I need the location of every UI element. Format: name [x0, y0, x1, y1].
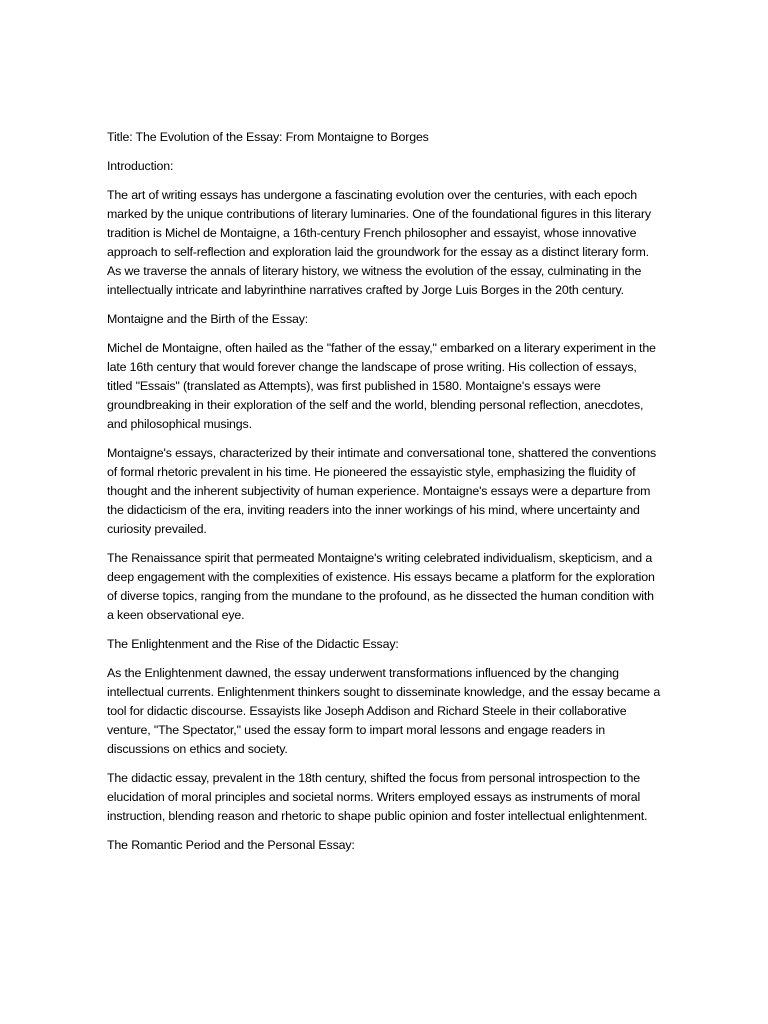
paragraph-montaigne-3: The Renaissance spirit that permeated Montaigne's writing celebrated individualism, skepticism, and a deep engagement with the complexities of existence. His essays became a platform for the exploration of diverse topics, ranging from the mundane to the profound, as he dissected the human condition with a keen observational eye.	[107, 551, 655, 622]
section-heading-montaigne: Montaigne and the Birth of the Essay:	[107, 312, 309, 326]
intro-paragraph: The art of writing essays has undergone a fascinating evolution over the centuries, with each epoch marked by the unique contributions of literary luminaries. One of the foundational figures in this literary tradition is Michel de Montaigne, a 16th-century French philosopher and essayist, whose innovative approach to self-reflection and exploration laid the groundwork for the essay as a distinct literary form. As we traverse the annals of literary history, we witness the evolution of the essay, culminating in the intellectually intricate and labyrinthine narratives crafted by Jorge Luis Borges in the 20th century.	[107, 188, 651, 297]
section-heading-enlightenment: The Enlightenment and the Rise of the Didactic Essay:	[107, 637, 399, 651]
document-body	[107, 128, 662, 865]
section-heading-romantic: The Romantic Period and the Personal Essay:	[107, 838, 355, 852]
paragraph-enlightenment-1: As the Enlightenment dawned, the essay underwent transformations influenced by the changing intellectual currents. Enlightenment thinkers sought to disseminate knowledge, and the essay became a tool for didactic discourse. Essayists like Joseph Addison and Richard Steele in their collaborative venture, "The Spectator," used the essay form to impart moral lessons and engage readers in discussions on ethics and society.	[107, 666, 661, 756]
paragraph-enlightenment-2: The didactic essay, prevalent in the 18th century, shifted the focus from personal introspection to the elucidation of moral principles and societal norms. Writers employed essays as instruments of moral instruction, blending reason and rhetoric to shape public opinion and foster intellectual enlightenment.	[107, 771, 648, 823]
intro-heading: Introduction:	[107, 159, 174, 173]
document-title: Title: The Evolution of the Essay: From Montaigne to Borges	[107, 130, 429, 144]
paragraph-montaigne-2: Montaigne's essays, characterized by their intimate and conversational tone, shattered the conventions of formal rhetoric prevalent in his time. He pioneered the essayistic style, emphasizing the fluidity of thought and the inherent subjectivity of human experience. Montaigne's essays were a departure from the didacticism of the era, inviting readers into the inner workings of his mind, where uncertainty and curiosity prevailed.	[107, 446, 657, 536]
paragraph-montaigne-1: Michel de Montaigne, often hailed as the "father of the essay," embarked on a literary experiment in the late 16th century that would forever change the landscape of prose writing. His collection of essays, titled "Essais" (translated as Attempts), was first published in 1580. Montaigne's essays were groundbreaking in their exploration of the self and the world, blending personal reflection, anecdotes, and philosophical musings.	[107, 341, 656, 431]
